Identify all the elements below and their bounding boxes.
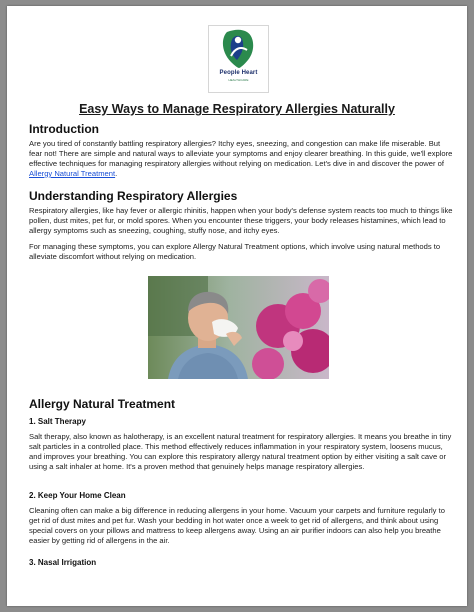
document-page bbox=[7, 6, 467, 606]
intro-heading: Introduction bbox=[29, 122, 99, 136]
intro-text: Are you tired of constantly battling respiratory allergies? Itchy eyes, sneezing, and congestion can make life miserable. But fear not! There are simple and natural ways to alleviate your symptoms and enjoy clearer breathing. In this guide, we'll explore effective techniques for managing respiratory allergies without relying on medication. Let's dive in and discover the power of bbox=[29, 139, 453, 168]
treatment-heading: Allergy Natural Treatment bbox=[29, 397, 176, 411]
intro-end: . bbox=[115, 169, 118, 178]
page-title: Easy Ways to Manage Respiratory Allergies Naturally bbox=[79, 102, 395, 116]
keep-home-clean-heading: 2. Keep Your Home Clean bbox=[29, 491, 126, 500]
logo-brand-text: People Heart bbox=[219, 70, 258, 76]
understanding-heading: Understanding Respiratory Allergies bbox=[29, 189, 238, 203]
keep-home-clean-paragraph: Cleaning often can make a big difference in reducing allergens in your home. Vacuum your carpets and furniture regularly to get rid of dust mites and pet fur. Wash your bedding in hot water once a week to get rid of allergens, and think about using special covers on your pillows and mattress to keep allergens away. Using an air purifier indoors can also help you breathe easier by getting rid of allergens in the air. bbox=[29, 506, 445, 545]
intro-paragraph bbox=[29, 139, 454, 179]
salt-therapy-paragraph: Salt therapy, also known as halotherapy, is an excellent natural treatment for respiratory allergies. It means you breathe in tiny salt particles in a controlled place. This method effectively reduces inflammation in your respiratory system, loosens mucus, and improves your breathing. You can explore this respiratory allergy natural treatment option by either visiting a salt cave or using a salt inhaler at home. It's a proven method that genuinely helps manage respiratory allergies. bbox=[29, 432, 452, 471]
logo-sub-text: HEALTHCARE bbox=[228, 78, 249, 82]
nasal-irrigation-heading: 3. Nasal Irrigation bbox=[29, 558, 97, 567]
salt-therapy-heading: 1. Salt Therapy bbox=[29, 417, 86, 426]
company-logo bbox=[208, 25, 269, 93]
understanding-paragraph-1: Respiratory allergies, like hay fever or allergic rhinitis, happen when your body's defense system reacts too much to things like pollen, dust mites, pet fur, or mold spores. When you encounter these triggers, your body releases histamines, which lead to allergy symptoms such as sneezing, coughing, stuffy nose, and itchy eyes. bbox=[29, 206, 453, 235]
sneezing-man-photo bbox=[148, 276, 329, 379]
understanding-paragraph-2: For managing these symptoms, you can explore Allergy Natural Treatment options, which involve using natural methods to alleviate discomfort without relying on medication. bbox=[29, 242, 441, 261]
allergy-treatment-link[interactable]: Allergy Natural Treatment bbox=[29, 169, 116, 178]
